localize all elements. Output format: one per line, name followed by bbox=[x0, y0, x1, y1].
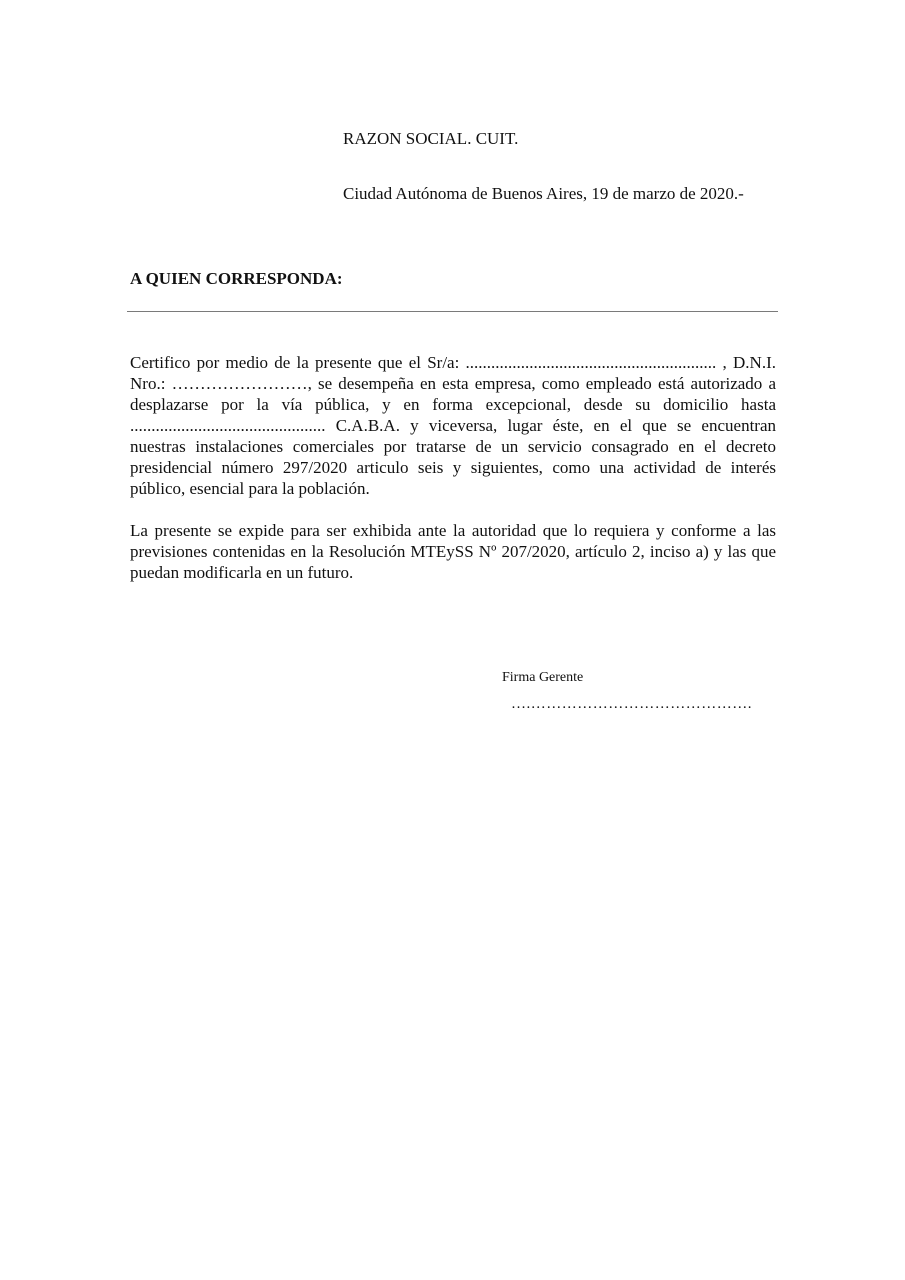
horizontal-rule bbox=[127, 311, 778, 312]
body-paragraph-certification: Certifico por medio de la presente que el Sr/a: ........................................................... , D.N.I. Nro.: ……………………, se desempeña en esta empresa, como empleado está autorizado a desplazarse por la vía pública, y en forma excepcional, desde su domicilio hasta .............................................. C.A.B.A. y viceversa, lugar éste, en el que se encuentran nuestras instalaciones comerciales por tratarse de un servicio consagrado en el decreto presidencial número 297/2020 articulo seis y siguientes, como una actividad de interés público, esencial para la población. bbox=[130, 353, 776, 498]
signature-line: ….……………………………………. bbox=[511, 696, 752, 712]
place-and-date: Ciudad Autónoma de Buenos Aires, 19 de marzo de 2020.- bbox=[343, 184, 744, 203]
company-name: RAZON SOCIAL. CUIT. bbox=[343, 129, 519, 148]
signature-label: Firma Gerente bbox=[502, 670, 584, 685]
body-paragraph-purpose: La presente se expide para ser exhibida ante la autoridad que lo requiera y conforme a las previsiones contenidas en la Resolución MTEySS Nº 207/2020, artículo 2, inciso a) y las que puedan modificarla en un futuro. bbox=[130, 521, 776, 582]
salutation: A QUIEN CORRESPONDA: bbox=[130, 269, 343, 288]
